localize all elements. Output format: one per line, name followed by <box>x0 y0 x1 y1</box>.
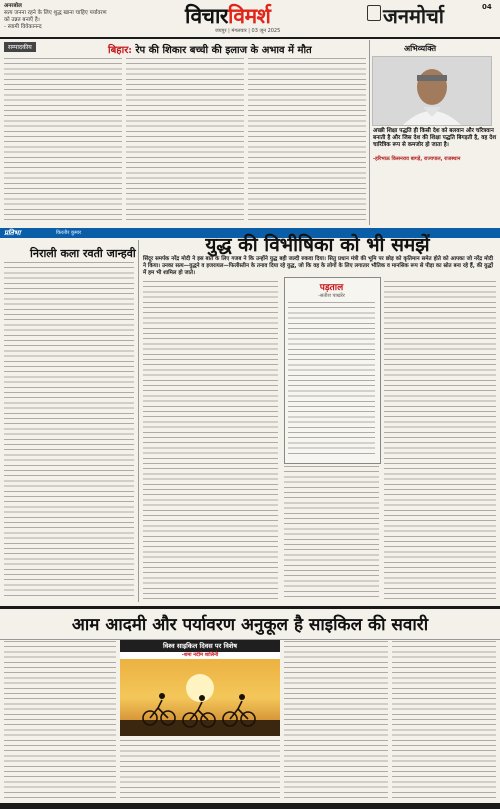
cycle-column-1 <box>4 641 116 799</box>
cycle-headline: आम आदमी और पर्यावरण अनुकूल है साइकिल की सवारी <box>71 615 429 635</box>
masthead-label: अनरबोल <box>4 3 22 9</box>
war-column-2 <box>284 466 379 601</box>
logo-emblem-icon <box>367 5 381 21</box>
cycle-column-3 <box>392 641 496 799</box>
column-divider <box>369 40 370 225</box>
war-column-3 <box>384 281 496 601</box>
column-divider <box>138 240 139 602</box>
war-intro: सिंदूर समर्पक नरेंद्र मोदी ने इस बात के लिए गजब ने कि उन्होंने युद्ध बही जल्दी रुकवा दिया। सितु प्रधान मंत्री की भूमि पर छोड़ को कृतिमान समेत होते को आपका जो नरेंद्र मोदी ने किया। उनका सत्य—युद्धने व इजरायल—फिलीस्तीन के तनाव दिया रहे युद्ध, जो कि वह के लोगों के लिए लगातार भौतिक व मानसिक रूप से पीड़ा का स्रोत बना रहे हैं, की युद्धों में हम भी शामिल हो जाते। <box>143 256 493 276</box>
page-number: 04 <box>482 3 492 11</box>
war-headline: युद्ध की विभीषिका को भी समझें <box>205 234 430 256</box>
abhivyakti-quote: अच्छी शिक्षा पद्धति ही किसी देश को बलवान और चरित्रवान बनाती है और जिस देश की शिक्षा पद्धति बिगड़ती है, वह देश चारित्रिक रूप से कमजोर हो जाता है। <box>373 128 497 148</box>
war-column-1 <box>143 281 278 601</box>
editorial-column-2 <box>126 58 244 223</box>
brand-title <box>185 2 270 30</box>
masthead-credit: - स्वामी विवेकानन्द <box>4 24 42 30</box>
footer-rule <box>0 803 500 809</box>
brand-left: विचार <box>185 3 228 28</box>
editorial-tag: सम्पादकीय <box>4 42 36 52</box>
abhivyakti-title: अभिव्यक्ति <box>404 43 437 53</box>
masthead-rule <box>0 37 500 39</box>
cycle-tag: विश्व साइकिल दिवस पर विशेष <box>120 640 280 652</box>
brand-date: जयपुर | मंगलवार | 03 जून 2025 <box>215 28 281 34</box>
padtal-body <box>288 302 375 458</box>
portrait-photo <box>372 56 492 126</box>
poem-title: निराली कला रवती जान्हवी <box>30 247 136 260</box>
brand-right: विमर्श <box>227 3 271 28</box>
editorial-headline <box>108 42 370 56</box>
editorial-headline-rest: रेप की शिकार बच्ची की इलाज के अभाव में मौत <box>135 45 312 56</box>
cycle-column-2 <box>284 641 388 799</box>
padtal-title: पड़ताल <box>319 283 344 293</box>
cycle-column-1b <box>120 740 280 800</box>
abhivyakti-author: -हरिभाऊ किसनराव बागड़े, राज्यपाल, राजस्थान <box>373 156 461 162</box>
pratibha-label: प्रतिभा <box>4 229 21 237</box>
editorial-column-3 <box>248 58 366 223</box>
editorial-column-1 <box>4 58 122 223</box>
poem-body <box>4 262 134 600</box>
masthead-left <box>4 3 109 31</box>
editorial-headline-prefix: बिहार: <box>108 45 132 56</box>
cycle-author: -शमा नदीम शालिनी <box>120 652 280 659</box>
masthead-blurb: सत्य जनना रहने के लिए शुद्ध खाना चाहिए पर्यावरण को उन्नत बनाएँ है। <box>4 10 107 23</box>
pratibha-author: किरतीर कुमार <box>56 230 82 236</box>
padtal-author: -सतीश पाखरेर <box>318 293 345 299</box>
publication-name: जनमोर्चा <box>383 4 444 28</box>
person-portrait-icon <box>373 57 491 125</box>
